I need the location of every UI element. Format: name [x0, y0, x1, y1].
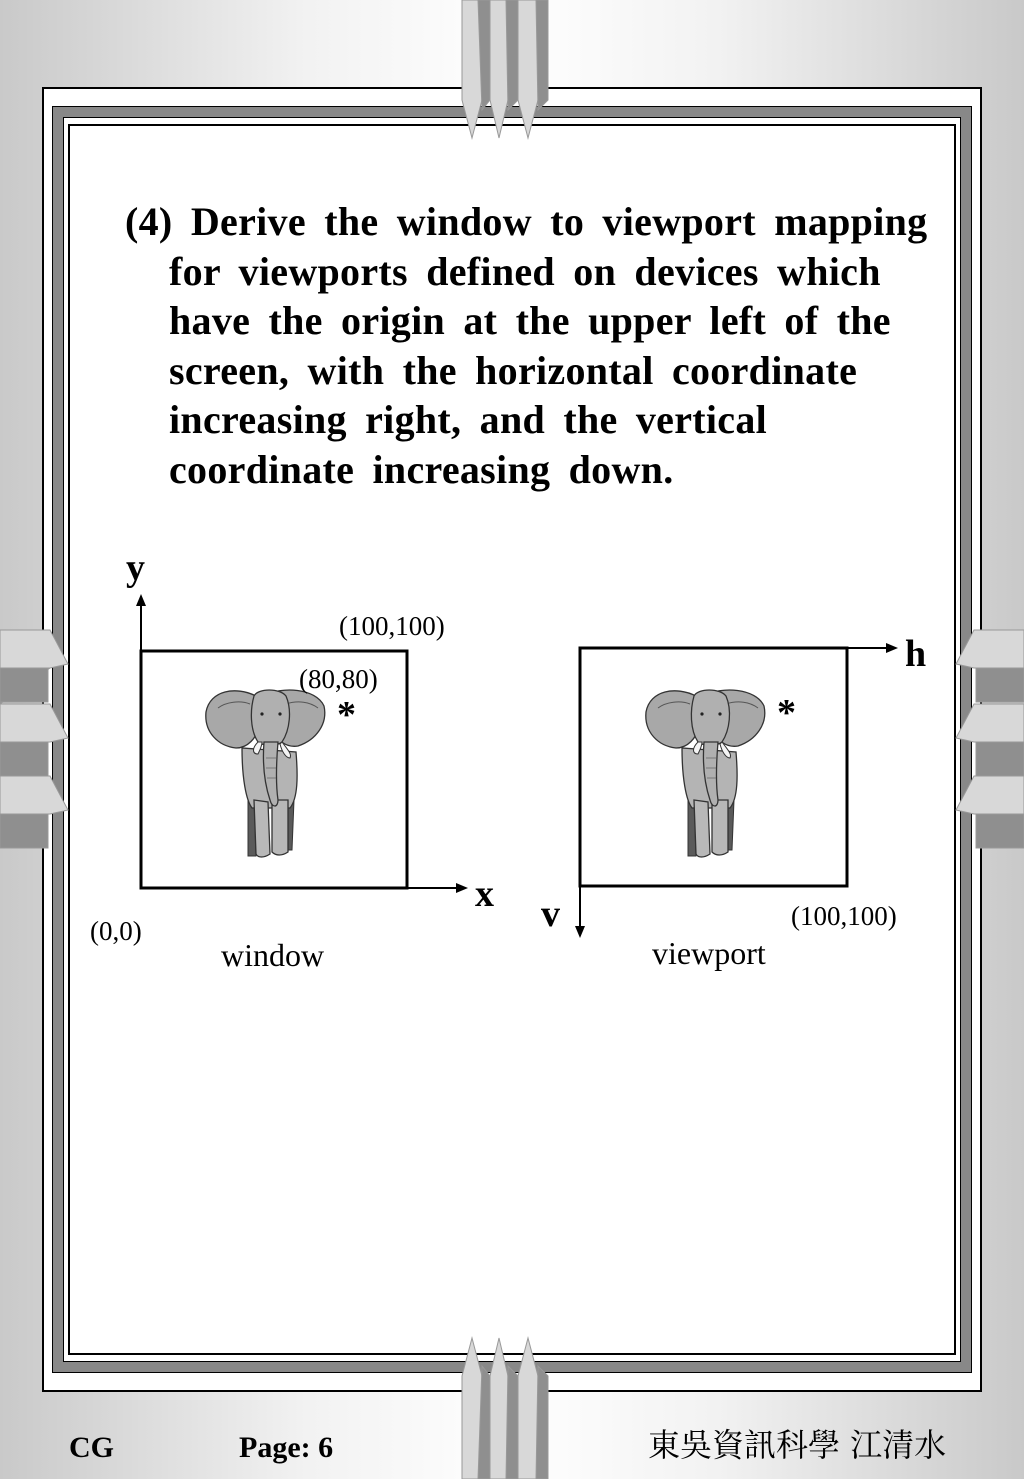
window-point-label: (80,80) [299, 664, 378, 694]
viewport-elephant-image [646, 690, 765, 857]
footer-page-number: Page: 6 [239, 1431, 334, 1464]
viewport-point-marker: * [777, 692, 796, 734]
window-point-marker: * [337, 694, 356, 736]
window-elephant-image [206, 690, 325, 857]
window-origin-label: (0,0) [90, 916, 142, 946]
viewport-caption: viewport [652, 935, 766, 971]
footer-author: 東吳資訊科學 江清水 [648, 1426, 947, 1464]
window-caption: window [221, 937, 325, 973]
window-x-arrowhead [456, 883, 468, 893]
question-text: (4) Derive the window to viewport mapping for viewports defined on devices which have the origin at the upper left of the screen, with the horizontal coordinate increasing right, and the vertical coordinate increasing down. [125, 199, 928, 492]
window-axis-y-label: y [126, 547, 145, 589]
window-y-arrowhead [136, 594, 146, 606]
window-diagram [90, 547, 494, 973]
window-corner-label: (100,100) [339, 611, 445, 641]
viewport-axis-h-label: h [905, 633, 927, 675]
viewport-corner-label: (100,100) [791, 901, 897, 931]
viewport-diagram [541, 633, 926, 971]
viewport-v-arrowhead [575, 926, 585, 938]
window-axis-x-label: x [475, 873, 494, 915]
footer-course: CG [69, 1431, 114, 1464]
viewport-axis-v-label: v [541, 893, 560, 935]
viewport-h-arrowhead [886, 643, 898, 653]
